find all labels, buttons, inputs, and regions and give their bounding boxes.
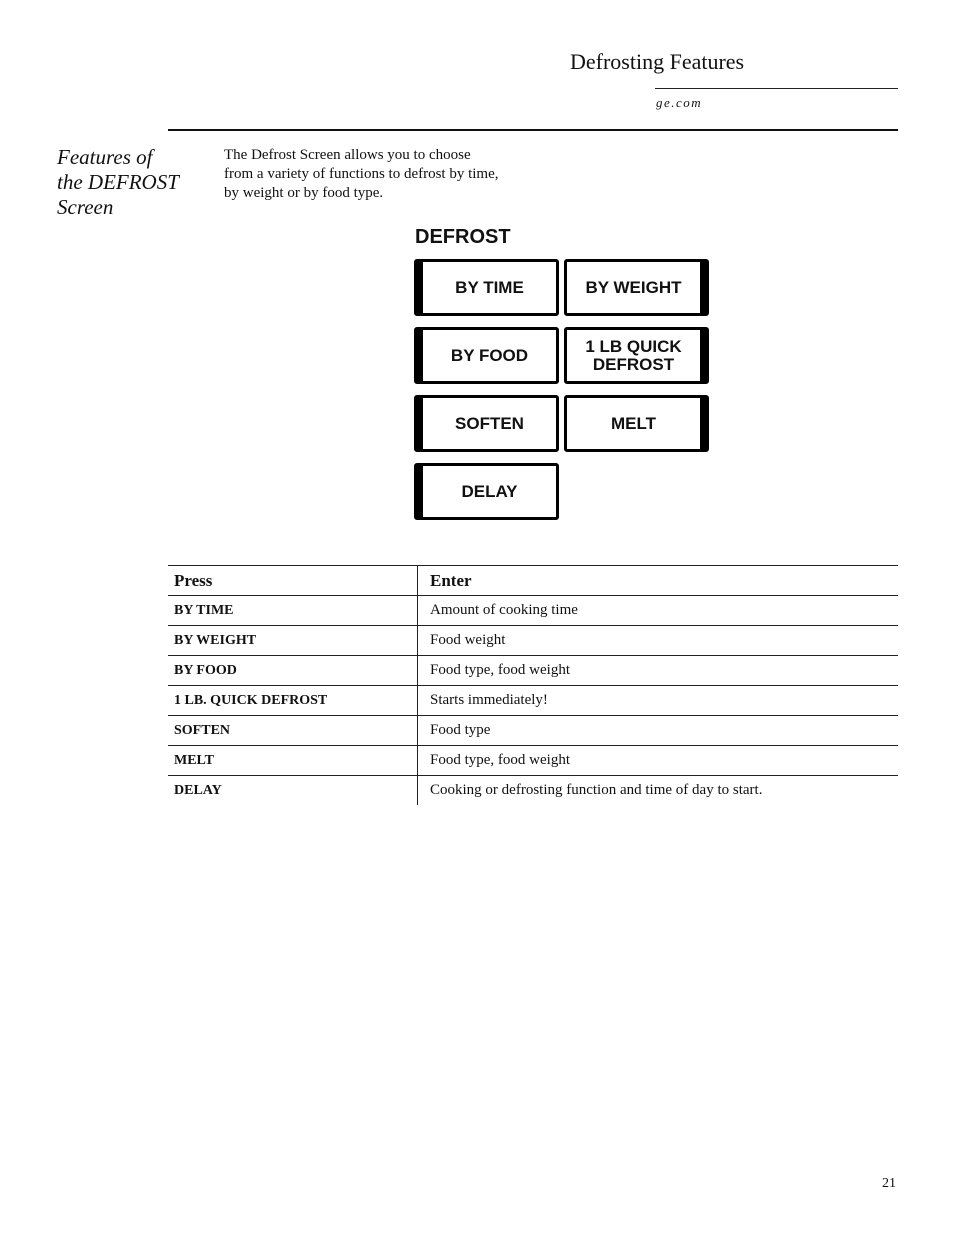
soften-button[interactable] [414, 395, 559, 452]
enter-cell: Food weight [418, 626, 899, 656]
press-cell: SOFTEN [168, 716, 418, 746]
quick-defrost-button[interactable] [564, 327, 709, 384]
melt-button[interactable] [564, 395, 709, 452]
intro-line: The Defrost Screen allows you to choose [224, 147, 471, 163]
by-food-label: BY FOOD [450, 345, 529, 365]
table-header-row [168, 566, 898, 596]
defrost-screen-title: DEFROST [415, 226, 511, 248]
quick-defrost-label-line2: DEFROST [592, 354, 675, 374]
enter-cell: Food type, food weight [418, 656, 899, 686]
by-weight-label: BY WEIGHT [585, 277, 682, 297]
intro-line: by weight or by food type. [224, 185, 384, 201]
intro-paragraph [224, 146, 554, 203]
enter-cell: Food type, food weight [418, 746, 899, 776]
enter-cell: Cooking or defrosting function and time of day to start. [430, 782, 763, 798]
table-row [168, 716, 898, 746]
press-cell: 1 LB. QUICK DEFROST [168, 686, 418, 716]
delay-button[interactable] [414, 463, 559, 520]
press-enter-table [168, 565, 898, 805]
table-row [168, 656, 898, 686]
press-cell: MELT [168, 746, 418, 776]
table-row [168, 686, 898, 716]
table-row [168, 776, 898, 806]
press-cell: DELAY [168, 776, 418, 806]
section-heading-line: the DEFROST [57, 170, 179, 194]
enter-cell: Amount of cooking time [418, 596, 899, 626]
melt-label: MELT [610, 413, 656, 433]
table-row [168, 746, 898, 776]
column-header-enter: Enter [418, 566, 899, 596]
section-heading-line: Features of [57, 145, 153, 169]
press-cell: BY FOOD [168, 656, 418, 686]
press-cell: BY WEIGHT [168, 626, 418, 656]
by-food-button[interactable] [414, 327, 559, 384]
page-section-title: Defrosting Features [570, 49, 745, 74]
column-header-press: Press [168, 566, 418, 596]
table-row [168, 596, 898, 626]
section-heading-line: Screen [57, 195, 114, 219]
table-row [168, 626, 898, 656]
by-time-button[interactable] [414, 259, 559, 316]
page-number: 21 [882, 1176, 896, 1191]
header-rule [655, 88, 898, 89]
website-url: ge.com [656, 95, 703, 110]
section-divider [168, 129, 898, 131]
enter-cell: Starts immediately! [418, 686, 899, 716]
soften-label: SOFTEN [455, 413, 524, 433]
quick-defrost-label-line1: 1 LB QUICK [585, 336, 682, 356]
enter-cell: Food type [418, 716, 899, 746]
intro-line: from a variety of functions to defrost by time, [224, 166, 499, 182]
press-cell: BY TIME [168, 596, 418, 626]
section-heading [57, 145, 179, 220]
delay-label: DELAY [461, 481, 518, 501]
by-time-label: BY TIME [455, 277, 524, 297]
by-weight-button[interactable] [564, 259, 709, 316]
